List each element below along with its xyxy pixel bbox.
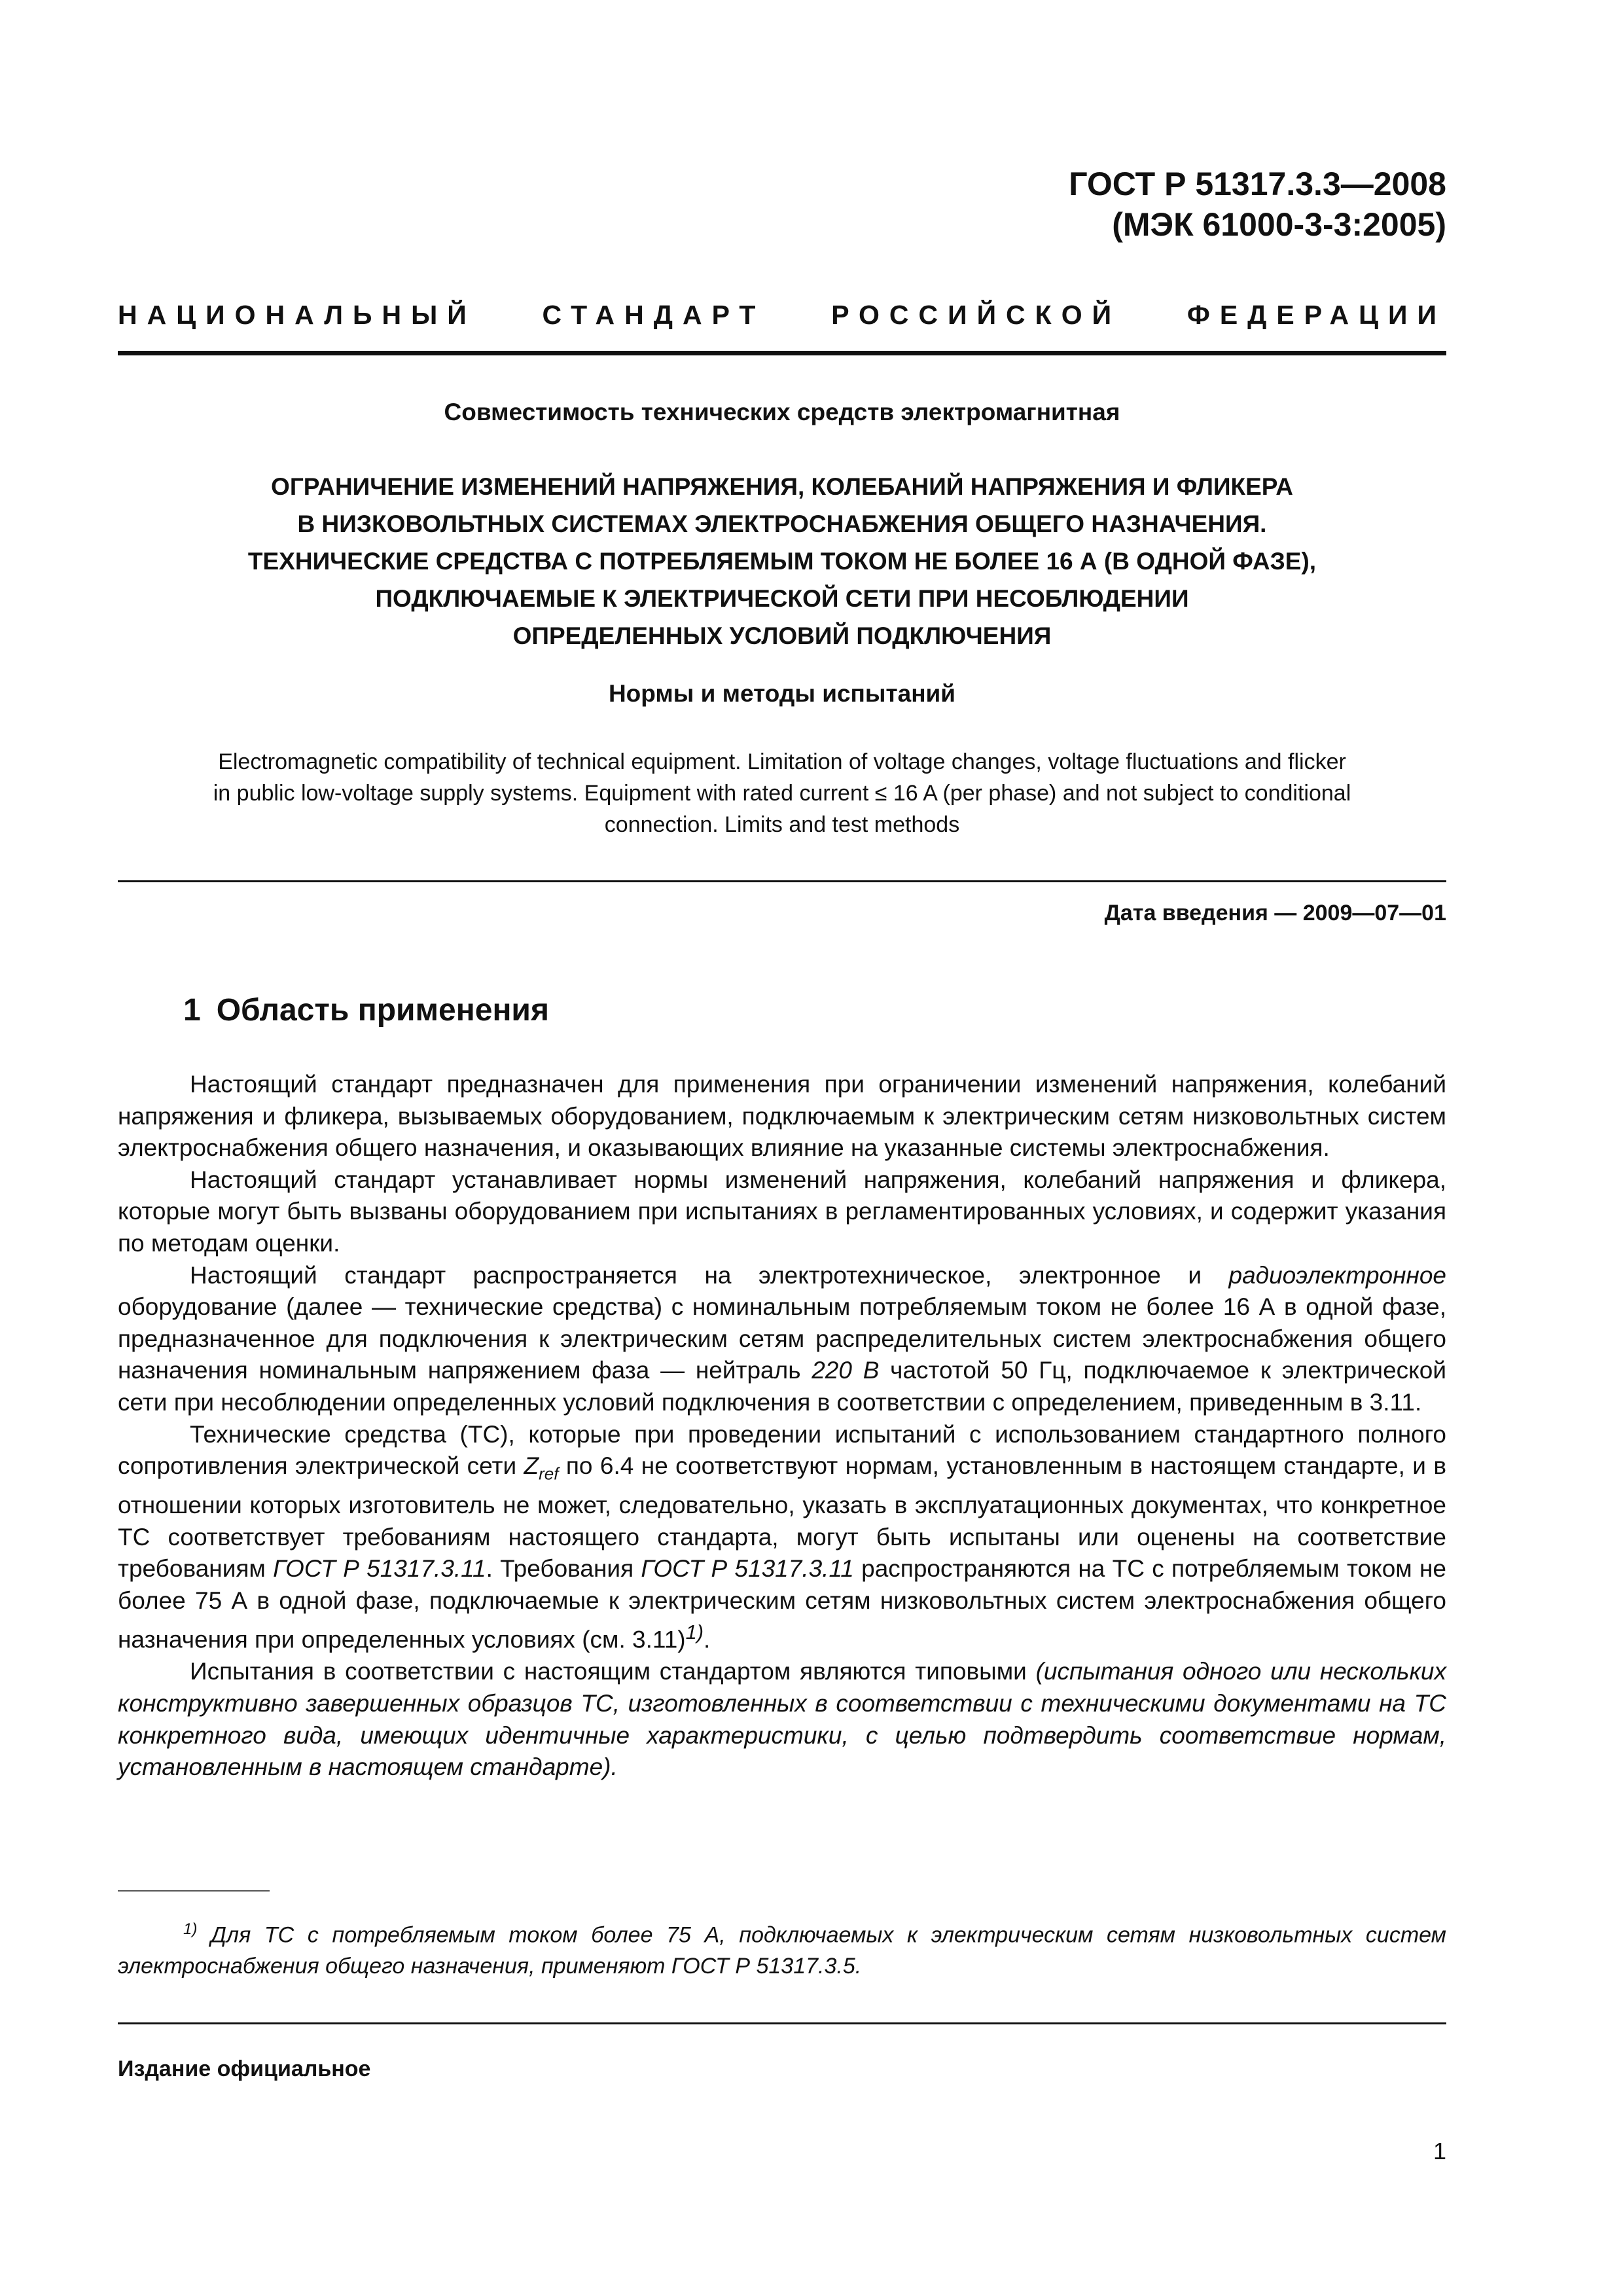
paragraph-2: Настоящий стандарт устанавливает нормы изменений напряжения, колебаний напряжения и фликера, которые могут быть вызваны оборудованием при испытаниях в регламентированных условиях, и содержит указания по методам оценки. — [118, 1166, 1446, 1257]
paragraph-1: Настоящий стандарт предназначен для применения при ограничении изменений напряжения, колебаний напряжения и фликера, вызываемых оборудованием, подключаемым к электрическим сетям низковольтных систем электроснабжения общего назначения, и оказывающих влияние на указанные системы электроснабжения. — [118, 1071, 1446, 1162]
footnote-ref: 1) — [685, 1621, 704, 1644]
title-divider — [118, 880, 1446, 882]
title-line: В НИЗКОВОЛЬТНЫХ СИСТЕМАХ ЭЛЕКТРОСНАБЖЕНИЯ ОБЩЕГО НАЗНАЧЕНИЯ. — [297, 511, 1267, 537]
z-ref-symbol: Z — [524, 1452, 539, 1480]
paragraph-5: Испытания в соответствии с настоящим стандартом являются типовыми (испытания одного или нескольких конструктивно завершенных образцов ТС, изготовленных в соответствии с техническими документами на ТС конкретного вида, имеющих идентичные характеристики, с целью подтвердить соответствие нормам, установленным в настоящем стандарте). — [118, 1658, 1446, 1781]
english-title-line: connection. Limits and test methods — [604, 812, 960, 837]
heading-word-3: РОССИЙСКОЙ — [831, 300, 1122, 330]
title-line: ОГРАНИЧЕНИЕ ИЗМЕНЕНИЙ НАПРЯЖЕНИЯ, КОЛЕБАНИЙ НАПРЯЖЕНИЯ И ФЛИКЕРА — [271, 473, 1293, 500]
heading-divider — [118, 351, 1446, 355]
section-title: Область применения — [216, 993, 549, 1028]
introduction-date: Дата введения — 2009—07—01 — [1104, 901, 1446, 925]
iec-number: (МЭК 61000-3-3:2005) — [1112, 206, 1446, 243]
heading-word-4: ФЕДЕРАЦИИ — [1186, 300, 1446, 330]
section-heading — [183, 992, 549, 1028]
english-title-line: Electromagnetic compatibility of technical equipment. Limitation of voltage changes, voltage fluctuations and flicker — [218, 749, 1346, 774]
heading-word-2: СТАНДАРТ — [542, 300, 766, 330]
reference-link: ГОСТ Р 51317.3.11 — [641, 1555, 854, 1583]
footnote-separator — [118, 1890, 270, 1892]
footnote — [118, 1914, 1446, 1982]
title-line: ОПРЕДЕЛЕННЫХ УСЛОВИЙ ПОДКЛЮЧЕНИЯ — [512, 622, 1052, 649]
gost-number: ГОСТ Р 51317.3.3—2008 — [1069, 166, 1446, 202]
english-title — [118, 746, 1446, 840]
heading-word-1: НАЦИОНАЛЬНЫЙ — [118, 300, 476, 330]
footer-divider — [118, 2022, 1446, 2024]
reference-link: ГОСТ Р 51317.3.11 — [273, 1555, 486, 1583]
edition-label: Издание официальное — [118, 2056, 371, 2081]
section-number: 1 — [183, 993, 201, 1028]
norms-subtitle: Нормы и методы испытаний — [608, 680, 956, 707]
footnote-text: Для ТС с потребляемым током более 75 А, подключаемых к электрическим сетям низковольтных систем электроснабжения общего назначения, применяют ГОСТ Р 51317.3.5. — [118, 1922, 1446, 1979]
subject-line: Совместимость технических средств электромагнитная — [444, 399, 1120, 425]
standard-designation — [1069, 164, 1446, 245]
section-body — [118, 1069, 1446, 1784]
national-standard-heading — [118, 300, 1446, 331]
english-title-line: in public low-voltage supply systems. Equipment with rated current ≤ 16 A (per phase) and not subject to conditional — [213, 781, 1351, 806]
title-line: ПОДКЛЮЧАЕМЫЕ К ЭЛЕКТРИЧЕСКОЙ СЕТИ ПРИ НЕСОБЛЮДЕНИИ — [375, 585, 1189, 612]
footnote-mark: 1) — [183, 1920, 198, 1938]
document-title — [118, 468, 1446, 655]
title-line: ТЕХНИЧЕСКИЕ СРЕДСТВА С ПОТРЕБЛЯЕМЫМ ТОКОМ НЕ БОЛЕЕ 16 А (В ОДНОЙ ФАЗЕ), — [247, 548, 1317, 575]
paragraph-4: Технические средства (ТС), которые при проведении испытаний с использованием стандартного полного сопротивления электрической сети $Z_{ref}$ по 6.4 не соответствуют нормам, установленным в настоящем стандарте, и в отношении которых изготовитель не может, следовательно, указать в эксплуатационных документах, что конкретное ТС соответствует требованиям настоящего стандарта, могут быть испытаны или оценены на соответствие требованиям ГОСТ Р 51317.3.11. Требования ГОСТ Р 51317.3.11 распространяются на ТС с потребляемым током не более 75 А в одной фазе, подключаемые к электрическим сетям низковольтных систем электроснабжения общего назначения при определенных условиях (см. 3.11)$^{1)}$. — [118, 1420, 1447, 1653]
paragraph-3: Настоящий стандарт распространяется на электротехническое, электронное и радиоэлектронное оборудование (далее — технические средства) с номинальным потребляемым током не более 16 А в одной фазе, предназначенное для подключения к электрическим сетям распределительных систем электроснабжения общего назначения номинальным напряжением фаза — нейтраль 220 В частотой 50 Гц, подключаемое к электрической сети при несоблюдении определенных условий подключения в соответствии с определением, приведенным в 3.11. — [118, 1261, 1446, 1416]
page-number: 1 — [1433, 2138, 1446, 2164]
